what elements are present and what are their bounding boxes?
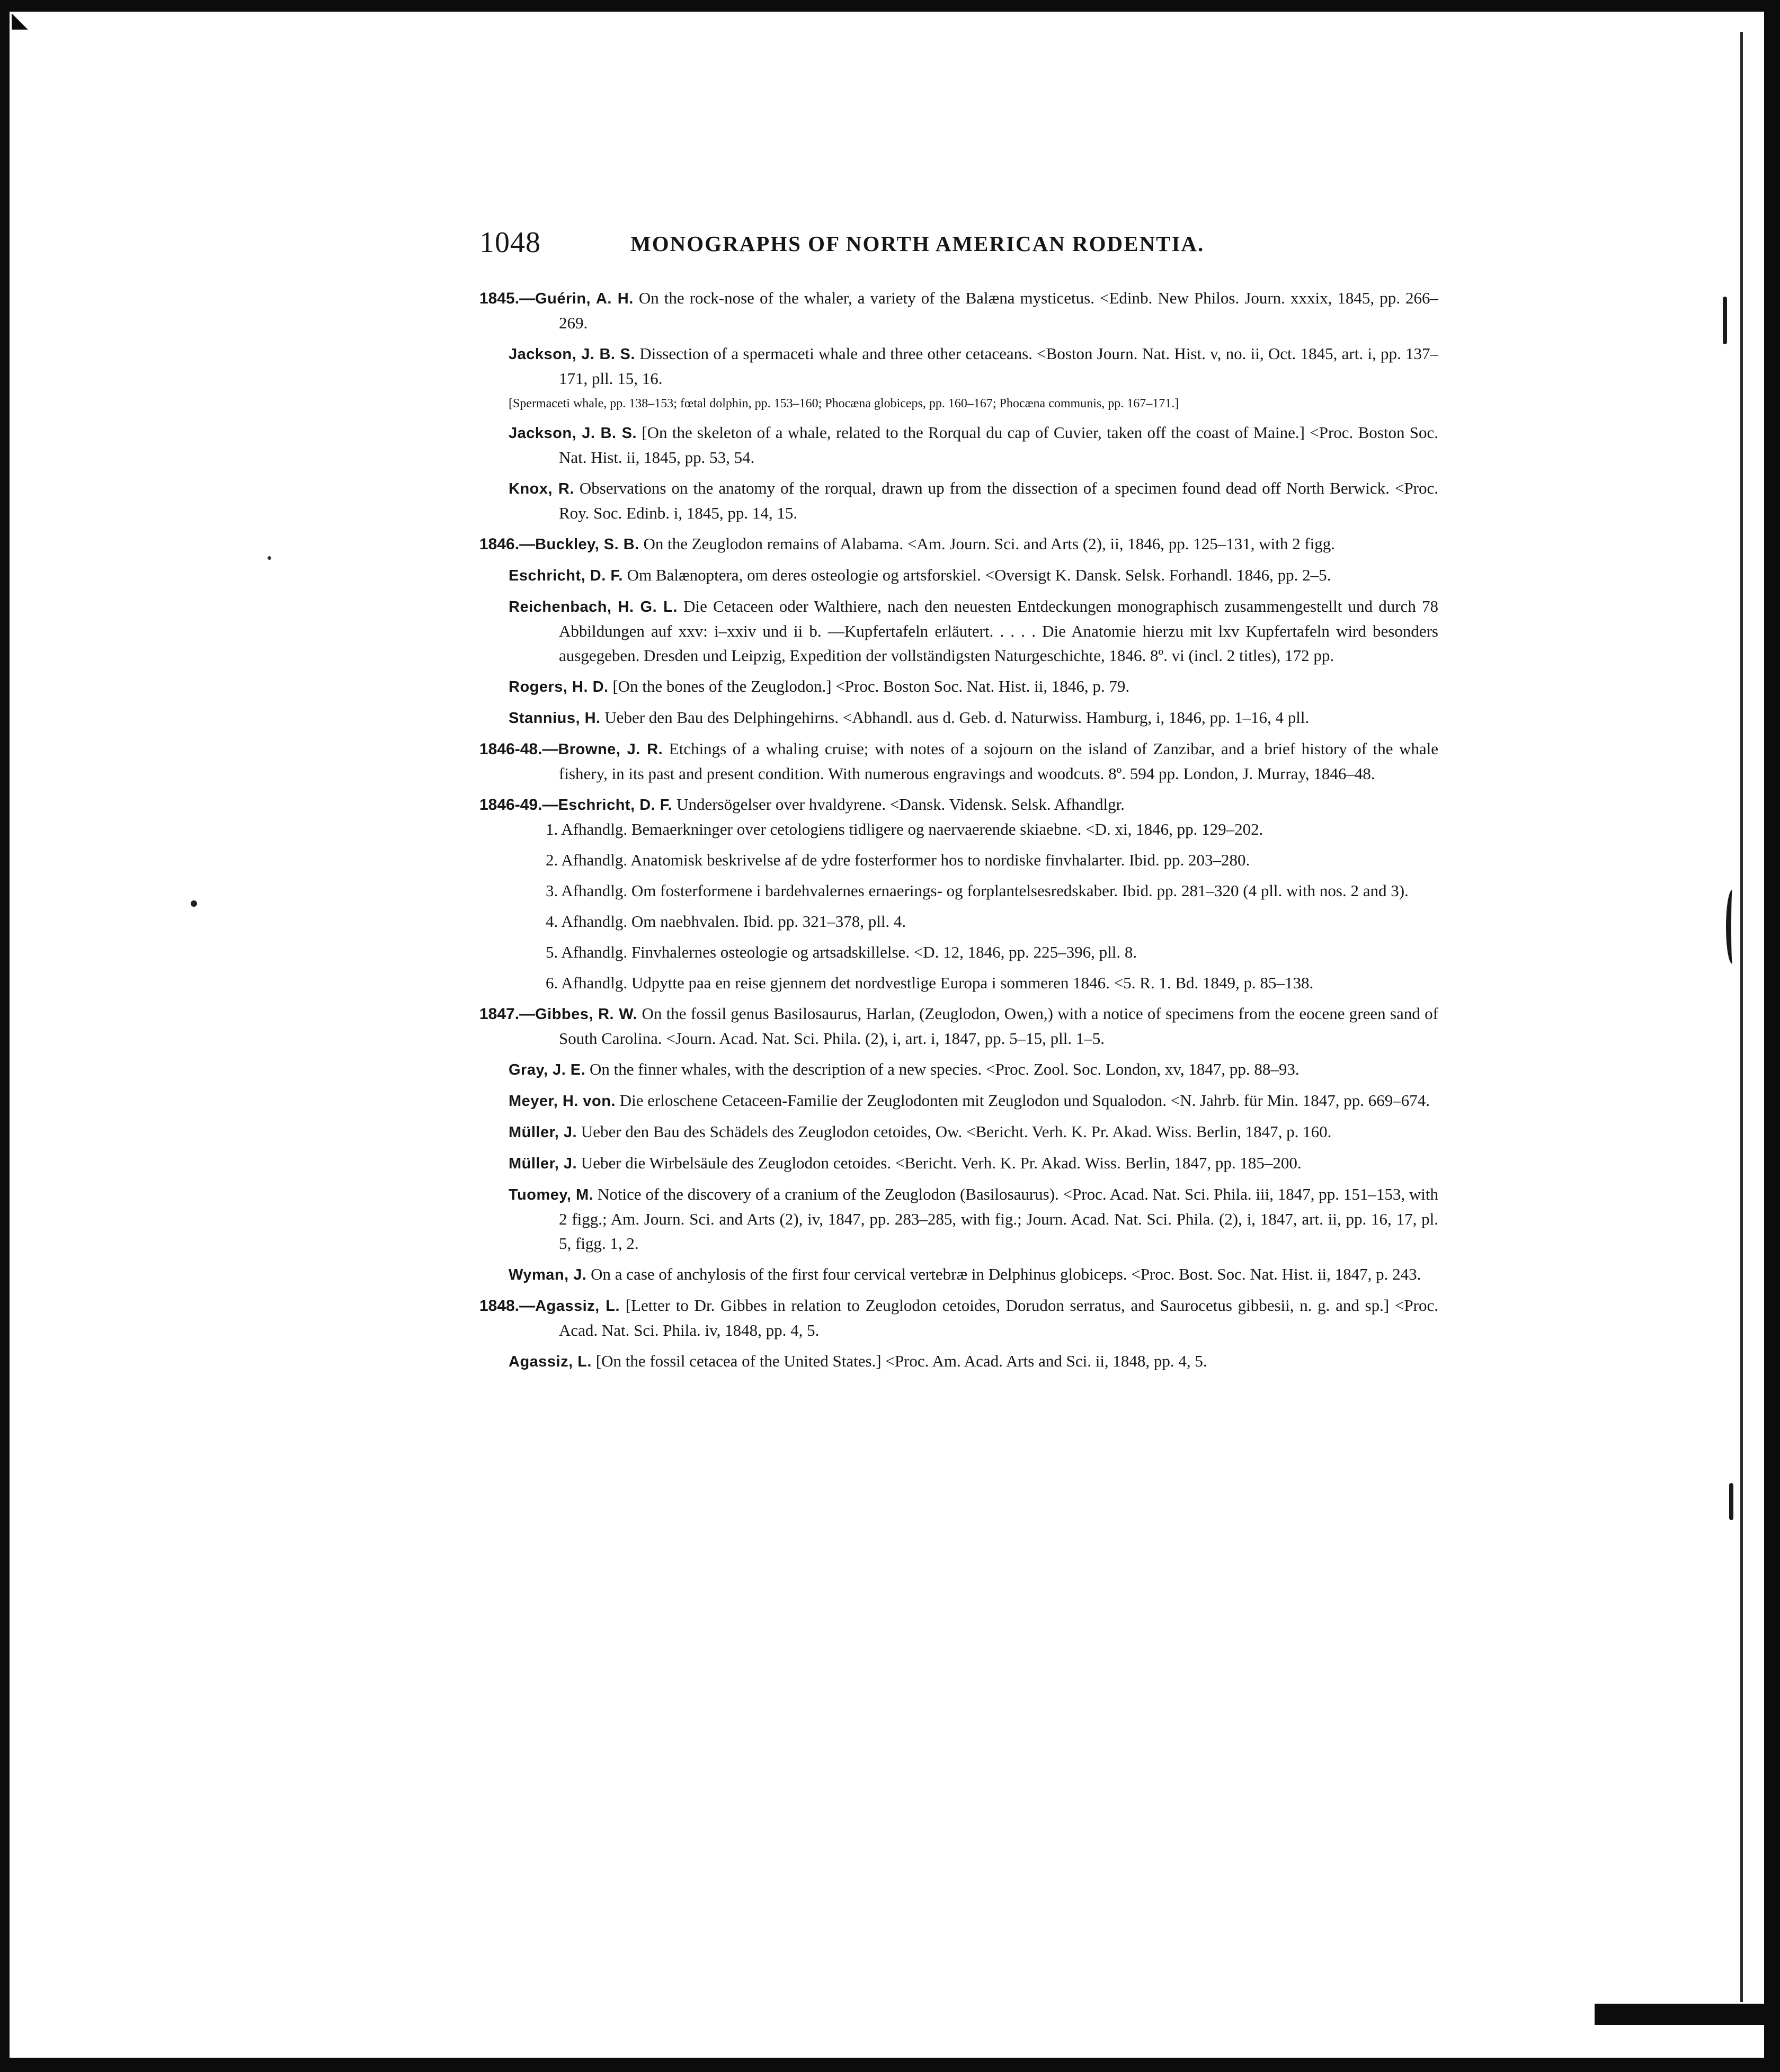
entry-author: Browne, J. R.	[558, 741, 663, 758]
entry-note: [Spermaceti whale, pp. 138–153; fœtal dolphin, pp. 153–160; Phocæna globiceps, pp. 160–167; Phocæna communis, pp. 167–171.]	[509, 397, 1179, 410]
scan-edge-mark	[1723, 297, 1727, 344]
entry-part: 6. Afhandlg. Udpytte paa en reise gjennem det nordvestlige Europa i sommeren 1846. <5. R. 1. Bd. 1849, p. 85–138.	[546, 974, 1314, 992]
entry-citation: [Letter to Dr. Gibbes in relation to Zeuglodon cetoides, Dorudon serratus, and Saurocetus gibbesii, n. g. and sp.] <Proc. Acad. Nat. Sci. Phila. iv, 1848, pp. 4, 5.	[559, 1296, 1439, 1339]
entry-author: Jackson, J. B. S.	[509, 346, 635, 363]
page-header	[479, 227, 1438, 264]
scan-corner-block	[1595, 2004, 1769, 2025]
entry-citation: Ueber den Bau des Schädels des Zeuglodon cetoides, Ow. <Bericht. Verh. K. Pr. Akad. Wiss. Berlin, 1847, p. 160.	[581, 1122, 1332, 1141]
bibliography-entry	[479, 705, 1438, 730]
entry-year: 1847.—	[479, 1005, 536, 1023]
entry-citation: Ueber die Wirbelsäule des Zeuglodon cetoides. <Bericht. Verh. K. Pr. Akad. Wiss. Berlin, 1847, pp. 185–200.	[581, 1154, 1302, 1172]
scan-border-right	[1764, 0, 1780, 2072]
bibliography-entry	[479, 1293, 1438, 1343]
entry-author: Agassiz, L.	[509, 1353, 592, 1370]
entry-citation: Die erloschene Cetaceen-Familie der Zeuglodonten mit Zeuglodon und Squalodon. <N. Jahrb. für Min. 1847, pp. 669–674.	[619, 1091, 1430, 1110]
entry-citation: [On the skeleton of a whale, related to the Rorqual du cap of Cuvier, taken off the coast of Maine.] <Proc. Boston Soc. Nat. Hist. ii, 1845, pp. 53, 54.	[559, 423, 1439, 467]
entry-year: 1846.—	[479, 535, 536, 553]
entry-author: Stannius, H.	[509, 710, 601, 727]
entry-citation: Ueber den Bau des Delphingehirns. <Abhandl. aus d. Geb. d. Naturwiss. Hamburg, i, 1846, pp. 1–16, 4 pll.	[604, 708, 1310, 727]
entry-author: Gray, J. E.	[509, 1061, 586, 1078]
entry-author: Müller, J.	[509, 1155, 577, 1172]
entry-author: Knox, R.	[509, 480, 574, 497]
bibliography-entry	[479, 1349, 1438, 1374]
scan-border-top	[0, 0, 1780, 12]
scan-border-left	[0, 0, 10, 2072]
entry-citation: Undersögelser over hvaldyrene. <Dansk. Vidensk. Selsk. Afhandlgr.	[677, 795, 1125, 814]
scan-edge-mark	[1729, 1483, 1733, 1520]
bibliography-entry	[479, 674, 1438, 699]
scan-speck	[191, 900, 197, 907]
scan-corner-mark-icon: ◣	[12, 8, 28, 32]
entry-year: 1845.—	[479, 290, 536, 307]
bibliography-entry	[479, 1151, 1438, 1176]
entry-citation: [On the bones of the Zeuglodon.] <Proc. Boston Soc. Nat. Hist. ii, 1846, p. 79.	[612, 677, 1130, 695]
entry-citation: On the finner whales, with the description of a new species. <Proc. Zool. Soc. London, xv, 1847, pp. 88–93.	[589, 1060, 1300, 1078]
entry-citation: On the rock-nose of the whaler, a variety of the Balæna mysticetus. <Edinb. New Philos. Journ. xxxix, 1845, pp. 266–269.	[559, 289, 1438, 332]
entry-part: 4. Afhandlg. Om naebhvalen. Ibid. pp. 321–378, pll. 4.	[546, 912, 906, 931]
entry-part: 3. Afhandlg. Om fosterformene i bardehvalernes ernaerings- og forplantelsesredskaber. Ibid. pp. 281–320 (4 pll. with nos. 2 and 3).	[546, 881, 1409, 900]
bibliography-entry	[479, 563, 1438, 588]
entry-citation: Etchings of a whaling cruise; with notes of a sojourn on the island of Zanzibar, and a brief history of the whale fishery, in its past and present condition. With numerous engravings and woodcuts. 8º. 594 pp. London, J. Murray, 1846–48.	[559, 739, 1439, 783]
bibliography-entry	[479, 1262, 1438, 1287]
entry-author: Reichenbach, H. G. L.	[509, 599, 678, 615]
scan-border-bottom	[0, 2058, 1780, 2072]
bibliography-list	[479, 286, 1438, 1380]
entry-citation: Dissection of a spermaceti whale and three other cetaceans. <Boston Journ. Nat. Hist. v, no. ii, Oct. 1845, art. i, pp. 137–171, pll. 15, 16.	[559, 344, 1438, 388]
entry-citation: Om Balænoptera, om deres osteologie og artsforskiel. <Oversigt K. Dansk. Selsk. Forhandl. 1846, pp. 2–5.	[627, 566, 1331, 584]
entry-part: 2. Afhandlg. Anatomisk beskrivelse af de ydre fosterformer hos to nordiske finvhalarter. Ibid. pp. 203–280.	[546, 851, 1250, 869]
entry-citation: [On the fossil cetacea of the United States.] <Proc. Am. Acad. Arts and Sci. ii, 1848, pp. 4, 5.	[595, 1352, 1207, 1370]
entry-year: 1848.—	[479, 1297, 536, 1315]
bibliography-entry	[479, 476, 1438, 525]
bibliography-entry	[479, 532, 1438, 557]
bibliography-entry	[479, 1088, 1438, 1113]
entry-author: Gibbes, R. W.	[535, 1006, 638, 1023]
entry-year: 1846-49.—	[479, 796, 558, 814]
bibliography-entry	[479, 286, 1438, 335]
bibliography-entry	[479, 792, 1438, 817]
entry-author: Agassiz, L.	[535, 1298, 620, 1315]
bibliography-entry	[479, 737, 1438, 786]
entry-author: Tuomey, M.	[509, 1186, 594, 1203]
bibliography-entry	[479, 421, 1438, 470]
entry-citation: On a case of anchylosis of the first four cervical vertebræ in Delphinus globiceps. <Proc. Bost. Soc. Nat. Hist. ii, 1847, p. 243.	[591, 1265, 1421, 1283]
entry-author: Jackson, J. B. S.	[509, 425, 637, 442]
entry-author: Eschricht, D. F.	[558, 797, 673, 814]
entry-year: 1846-48.—	[479, 740, 558, 758]
bibliography-entry	[479, 342, 1438, 391]
entry-author: Buckley, S. B.	[535, 536, 639, 553]
scan-speck	[268, 556, 271, 560]
bibliography-entry	[479, 594, 1438, 668]
running-head: MONOGRAPHS OF NORTH AMERICAN RODENTIA.	[630, 231, 1205, 256]
entry-author: Wyman, J.	[509, 1266, 587, 1283]
entry-author: Eschricht, D. F.	[509, 567, 623, 584]
scan-gutter-line	[1740, 32, 1743, 2002]
entry-citation: On the Zeuglodon remains of Alabama. <Am. Journ. Sci. and Arts (2), ii, 1846, pp. 125–131, with 2 figg.	[643, 534, 1336, 553]
page-number: 1048	[479, 226, 541, 259]
entry-author: Müller, J.	[509, 1124, 577, 1141]
entry-citation: Notice of the discovery of a cranium of the Zeuglodon (Basilosaurus). <Proc. Acad. Nat. Sci. Phila. iii, 1847, pp. 151–153, with 2 figg.; Am. Journ. Sci. and Arts (2), iv, 1847, pp. 283–285, with fig.; Journ. Acad. Nat. Sci. Phila. (2), i, 1847, art. ii, pp. 16, 17, pl. 5, figg. 1, 2.	[559, 1185, 1438, 1253]
bibliography-entry	[479, 1002, 1438, 1051]
entry-citation: On the fossil genus Basilosaurus, Harlan, (Zeuglodon, Owen,) with a notice of specimens from the eocene green sand of South Carolina. <Journ. Acad. Nat. Sci. Phila. (2), i, art. i, 1847, pp. 5–15, pll. 1–5.	[559, 1004, 1438, 1048]
entry-part: 5. Afhandlg. Finvhalernes osteologie og artsadskillelse. <D. 12, 1846, pp. 225–396, pll. 8.	[546, 943, 1137, 961]
entry-author: Meyer, H. von.	[509, 1093, 616, 1110]
entry-part: 1. Afhandlg. Bemaerkninger over cetologiens tidligere og naervaerende skiaebne. <D. xi, 1846, pp. 129–202.	[546, 820, 1263, 838]
bibliography-entry	[479, 1057, 1438, 1082]
entry-citation: Die Cetaceen oder Walthiere, nach den neuesten Entdeckungen monographisch zusammengestellt und durch 78 Abbildungen auf xxv: i–xxiv und ii b. —Kupfertafeln erläutert. . . . . Die Anatomie hierzu mit lxv Kupfertafeln wird besonders ausgegeben. Dresden und Leipzig, Expedition der vollständigsten Naturgeschichte, 1846. 8º. vi (incl. 2 titles), 172 pp.	[559, 597, 1438, 665]
entry-citation: Observations on the anatomy of the rorqual, drawn up from the dissection of a specimen found dead off North Berwick. <Proc. Roy. Soc. Edinb. i, 1845, pp. 14, 15.	[559, 479, 1438, 522]
bibliography-entry	[479, 1182, 1438, 1256]
entry-author: Guérin, A. H.	[535, 290, 634, 307]
scan-edge-mark	[1726, 890, 1739, 964]
bibliography-entry	[479, 1120, 1438, 1145]
entry-author: Rogers, H. D.	[509, 678, 609, 695]
